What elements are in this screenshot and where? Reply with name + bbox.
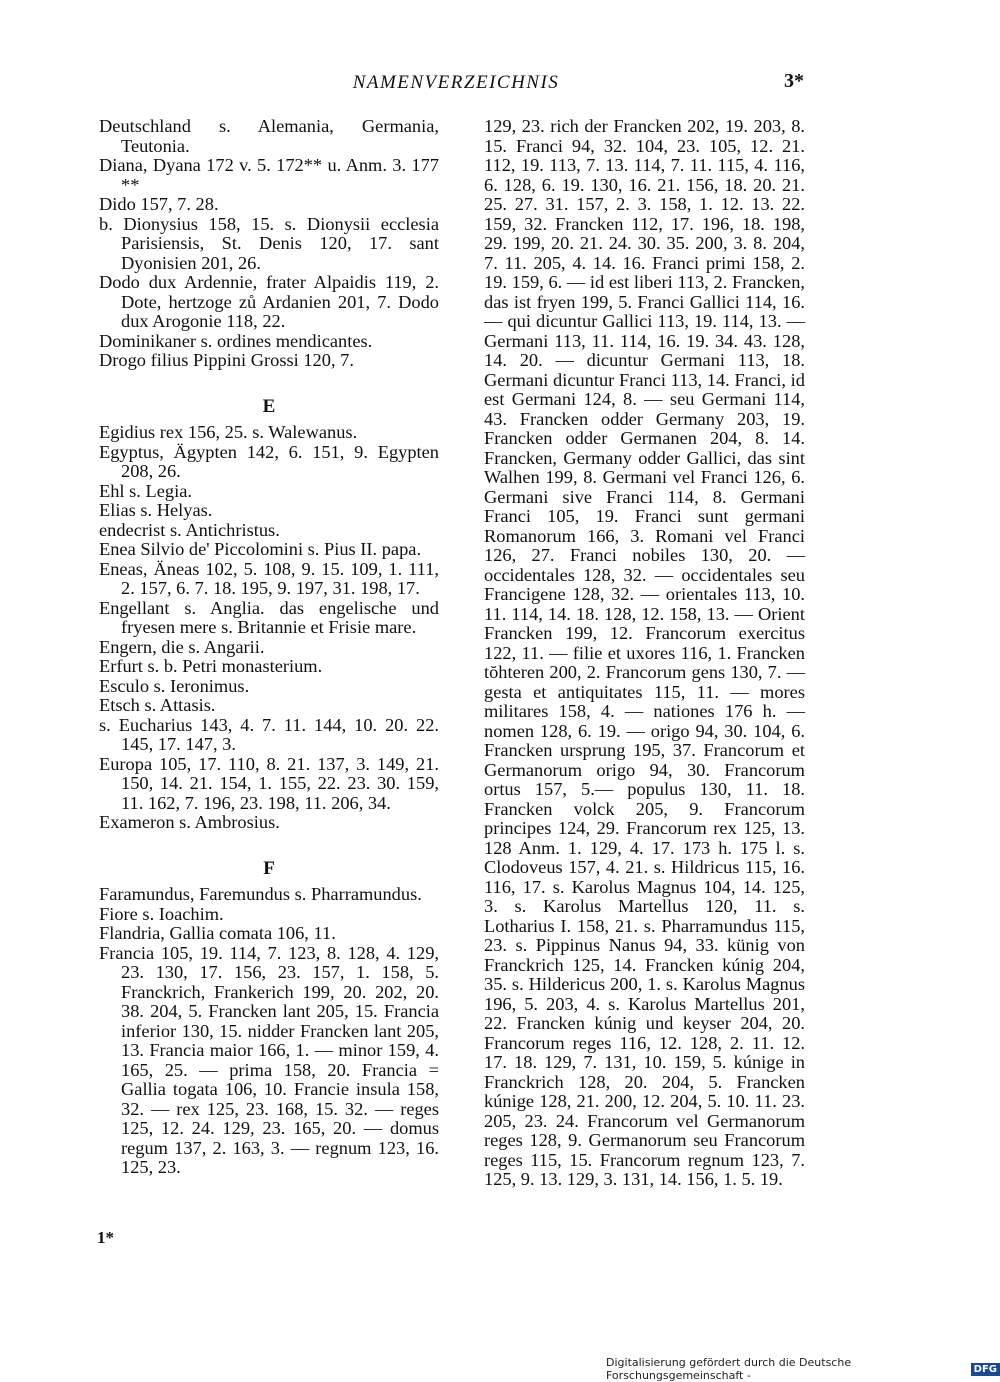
index-entry: Faramundus, Faremundus s. Pharramundus. [99,884,422,904]
entries-f [99,885,439,1178]
index-entry: Egyptus, Ägypten 142, 6. 151, 9. Egypten 208, 26. [99,441,439,481]
dfg-logo: DFG [971,1363,1000,1376]
index-entry: Erfurt s. b. Petri monasterium. [99,656,323,676]
index-entry: Etsch s. Attasis. [99,695,216,715]
footer [606,1356,1000,1382]
index-entry: Egidius rex 156, 25. s. Walewanus. [99,422,358,442]
section-letter-f: F [263,857,275,879]
index-entry: b. Dionysius 158, 15. s. Dionysii ecclesia Parisiensis, St. Denis 120, 17. sant Dyonisien 201, 26. [99,213,439,273]
index-entry: Ehl s. Legia. [99,480,192,501]
index-entry: Engellant s. Anglia. das engelische und fryesen mere s. Britannie et Frisie mare. [99,597,439,637]
index-entry: endecrist s. Antichristus. [99,519,280,540]
index-entry: Dodo dux Ardennie, frater Alpaidis 119, 2. Dote, hertzoge zů Ardanien 201, 7. Dodo dux Arogonie 118, 22. [99,272,439,331]
section-letter-e: E [262,395,276,417]
entries-d [99,117,439,371]
footer-text: Digitalisierung gefördert durch die Deutsche Forschungsgemeinschaft - [606,1356,852,1382]
index-entry: Exameron s. Ambrosius. [99,812,280,832]
right-column [484,117,805,1190]
index-entry: Engern, die s. Angarii. [99,636,265,657]
index-entry: Dido 157, 7. 28. [99,194,219,214]
index-entry: s. Eucharius 143, 4. 7. 11. 144, 10. 20. 22. 145, 17. 147, 3. [99,714,439,754]
index-entry: Dominikaner s. ordines mendicantes. [99,330,373,351]
index-entry: Eneas, Äneas 102, 5. 108, 9. 15. 109, 1. 111, 2. 157, 6. 7. 18. 195, 9. 197, 31. 198, 17. [99,558,439,598]
page-number: 3* [784,70,804,92]
index-entry: Fiore s. Ioachim. [99,903,224,924]
left-column [99,117,439,1178]
right-column-text: 129, 23. rich der Francken 202, 19. 203, 8. 15. Franci 94, 32. 104, 23. 105, 12. 21. 112, 19. 113, 7. 13. 114, 7. 11. 115, 4. 116, 6. 128, 6. 19. 130, 16. 21. 156, 18. 20. 21. 25. 27. 31. 157, 2. 3. 158, 1. 12. 13. 22. 159, 32. Francken 112, 17. 196, 18. 198, 29. 199, 20. 21. 24. 30. 35. 200, 3. 8. 204, 7. 11. 205, 4. 14. 16. Franci primi 158, 2. 19. 159, 6. — id est liberi 113, 2. Francken, das ist fryen 199, 5. Franci Gallici 114, 16. — qui dicuntur Gallici 113, 19. 114, 13. — Germani 113, 11. 114, 16. 19. 34. 43. 128, 14. 20. — dicuntur Germani 113, 18. Germani dicuntur Franci 113, 14. Franci, id est Germani 124, 8. — seu Germani 114, 43. Francken odder Germany 203, 19. Francken odder Germanen 204, 8. 14. Francken, Germany odder Gallici, das sint Walhen 199, 8. Germani vel Franci 126, 6. Germani sive Franci 114, 8. Germani Franci 105, 19. Franci sunt germani Romanorum 166, 3. Romani vel Franci 126, 27. Franci nobiles 130, 20. — occidentales 128, 32. — occidentales seu Francigene 128, 32. — orientales 113, 10. 11. 114, 14. 18. 128, 12. 158, 13. — Orient Francken 199, 12. Francorum exercitus 122, 11. — filie et uxores 116, 1. Francken tŏhteren 200, 2. Francorum gens 130, 7. — gesta et antiquitates 115, 11. — mores militares 158, 4. — nationes 176 h. — nomen 128, 6. 19. — origo 94, 30. 104, 6. Francken ursprung 195, 37. Francorum et Germanorum origo 94, 30. Francorum ortus 157, 5.— populus 130, 11. 18. Francken volck 205, 9. Francorum principes 124, 29. Francorum rex 125, 13. 128 Anm. 1. 129, 4. 17. 173 h. 175 l. s. Clodoveus 157, 4. 21. s. Hildricus 115, 16. 116, 17. s. Karolus Magnus 104, 14. 125, 3. s. Karolus Martellus 120, 11. s. Lotharius I. 158, 21. s. Pharramundus 115, 23. s. Pippinus Nanus 94, 33. künig von Franckrich 125, 14. Francken kúnig 204, 35. s. Hildericus 200, 1. s. Karolus Magnus 196, 5. 203, 4. s. Karolus Martellus 201, 22. Francken kúnig und keyser 204, 20. Francorum reges 116, 12. 128, 2. 11. 12. 17. 18. 129, 7. 131, 10. 159, 5. kúnige in Franckrich 128, 20. 204, 5. Francken kúnige 128, 21. 200, 12. 204, 5. 10. 11. 23. 205, 23. 24. Francorum vel Germanorum reges 128, 9. Germanorum seu Francorum reges 115, 15. Francorum regnum 123, 7. 125, 9. 13. 129, 3. 131, 14. 156, 1. 5. 19. [484,116,805,1189]
index-entry: Deutschland s. Alemania, Germania, Teutonia. [99,116,439,156]
index-entry: Diana, Dyana 172 v. 5. 172** u. Anm. 3. 177 ** [99,155,439,195]
index-entry: Enea Silvio de' Piccolomini s. Pius II. papa. [99,539,422,559]
index-entry: Elias s. Helyas. [99,500,213,520]
signature-mark: 1* [97,1228,114,1247]
index-entry: Drogo filius Pippini Grossi 120, 7. [99,350,354,370]
index-entry: Esculo s. Ieronimus. [99,675,250,696]
page-header-title: NAMENVERZEICHNIS [352,72,560,93]
index-entry: Francia 105, 19. 114, 7. 123, 8. 128, 4. 129, 23. 130, 17. 156, 23. 157, 1. 158, 5. Franckrich, Frankerich 199, 20. 202, 20. 38. 204, 5. Francken lant 205, 15. Francia inferior 130, 15. nidder Francken lant 205, 13. Francia maior 166, 1. — minor 159, 4. 165, 25. — prima 158, 20. Francia = Gallia togata 106, 10. Francie insula 158, 32. — rex 125, 23. 168, 15. 32. — reges 125, 12. 24. 129, 23. 165, 20. — domus regum 137, 2. 163, 3. — regnum 123, 16. 125, 23. [99,942,439,1177]
entries-e [99,423,439,833]
index-entry: Europa 105, 17. 110, 8. 21. 137, 3. 149, 21. 150, 14. 21. 154, 1. 155, 22. 23. 30. 159, 11. 162, 7. 196, 23. 198, 11. 206, 34. [99,753,439,813]
index-entry: Flandria, Gallia comata 106, 11. [99,923,336,943]
